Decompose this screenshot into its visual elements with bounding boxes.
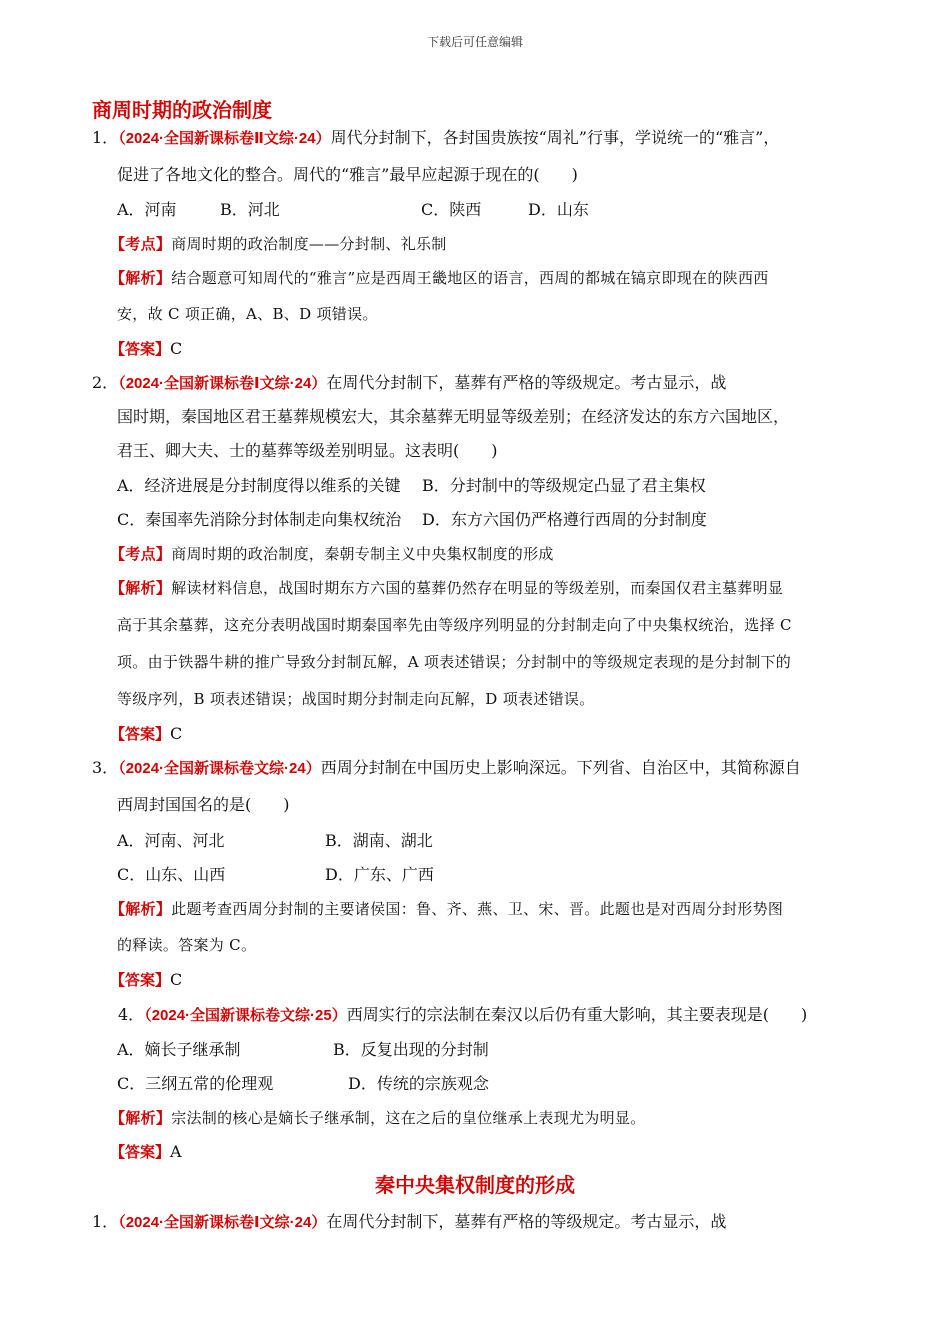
option-b: B．分封制中的等级规定凸显了君主集权 [422, 476, 706, 495]
question-number: 4． [118, 1005, 145, 1024]
option-a: A．嫡长子继承制 [117, 1040, 241, 1059]
jiexi-text: 解读材料信息，战国时期东方六国的墓葬仍然存在明显的等级差别，而秦国仅君主墓葬明显 [171, 579, 784, 597]
kaodian-text: 商周时期的政治制度，秦朝专制主义中央集权制度的形成 [171, 545, 554, 563]
jiexi-text: 安，故 C 项正确，A、B、D 项错误。 [117, 305, 378, 323]
jiexi-text: 的释读。答案为 C。 [117, 936, 257, 954]
question-source: （2024·全国新课标卷Ⅰ文综·24） [118, 375, 327, 392]
jiexi-line [110, 268, 769, 288]
question-stem [118, 1005, 807, 1026]
question-number: 1． [92, 1212, 119, 1231]
section-title: 秦中央集权制度的形成 [375, 1173, 575, 1197]
jiexi-text: 结合题意可知周代的“雅言”应是西周王畿地区的语言，西周的都城在镐京即现在的陕西西 [171, 269, 769, 287]
answer-label: 【答案】 [110, 1143, 171, 1161]
answer-line [110, 1142, 182, 1162]
option-b: B．反复出现的分封制 [333, 1040, 489, 1059]
kaodian-text: 商周时期的政治制度——分封制、礼乐制 [171, 235, 447, 253]
jiexi-line [110, 899, 783, 919]
answer-label: 【答案】 [110, 340, 171, 358]
answer-value: C [170, 970, 183, 989]
option-d: D．东方六国仍严格遵行西周的分封制度 [422, 510, 707, 529]
question-number: 3． [92, 758, 119, 777]
answer-line [110, 724, 182, 744]
question-source: （2024·全国新课标卷Ⅰ文综·24） [118, 1214, 327, 1231]
stem-text: 西周封国国名的是( ) [117, 795, 290, 814]
jiexi-text: 此题考查西周分封制的主要诸侯国：鲁、齐、燕、卫、宋、晋。此题也是对西周分封形势图 [171, 900, 784, 918]
page-header: 下载后可任意编辑 [426, 35, 523, 49]
stem-text: 在周代分封制下，墓葬有严格的等级规定。考古显示，战 [326, 1212, 727, 1231]
option-b: B．湖南、湖北 [325, 831, 433, 850]
jiexi-label: 【解析】 [110, 1109, 172, 1127]
question-source: （2024·全国新课标卷Ⅱ文综·24） [118, 130, 331, 147]
option-a: A．河南 [117, 200, 177, 219]
option-c: C．三纲五常的伦理观 [117, 1074, 274, 1093]
option-c: C．陕西 [421, 200, 482, 219]
stem-text: 周代分封制下，各封国贵族按“周礼”行事，学说统一的“雅言”， [330, 128, 780, 147]
option-c: C．山东、山西 [117, 865, 226, 884]
stem-text: 促进了各地文化的整合。周代的“雅言”最早应起源于现在的( ) [117, 165, 578, 184]
question-stem [92, 1212, 726, 1233]
option-d: D．山东 [528, 200, 589, 219]
option-d: D．传统的宗族观念 [348, 1074, 489, 1093]
question-stem [92, 758, 801, 779]
kaodian-label: 【考点】 [110, 235, 172, 253]
jiexi-text: 宗法制的核心是嫡长子继承制，这在之后的皇位继承上表现尤为明显。 [171, 1109, 646, 1127]
option-d: D．广东、广西 [325, 865, 434, 884]
answer-value: A [170, 1142, 182, 1161]
jiexi-text: 项。由于铁器牛耕的推广导致分封制瓦解，A 项表述错误；分封制中的等级规定表现的是分封制下的 [117, 653, 792, 671]
question-source: （2024·全国新课标卷文综·24） [118, 760, 321, 777]
jiexi-line [110, 578, 783, 598]
kaodian-line [110, 234, 447, 254]
kaodian-label: 【考点】 [110, 545, 172, 563]
jiexi-line [110, 1108, 646, 1128]
stem-text: 在周代分封制下，墓葬有严格的等级规定。考古显示，战 [326, 373, 727, 392]
stem-text: 西周分封制在中国历史上影响深远。下列省、自治区中，其简称源自 [320, 758, 801, 777]
question-number: 2． [92, 373, 119, 392]
question-stem [92, 373, 726, 394]
jiexi-label: 【解析】 [110, 269, 172, 287]
stem-text: 国时期，秦国地区君王墓葬规模宏大，其余墓葬无明显等级差别；在经济发达的东方六国地区， [117, 407, 790, 426]
answer-line [110, 970, 182, 990]
question-stem [92, 128, 779, 149]
answer-label: 【答案】 [110, 725, 171, 743]
option-a: A．河南、河北 [117, 831, 225, 850]
option-b: B．河北 [220, 200, 280, 219]
answer-value: C [170, 724, 183, 743]
jiexi-label: 【解析】 [110, 900, 172, 918]
answer-line [110, 339, 182, 359]
stem-text: 西周实行的宗法制在秦汉以后仍有重大影响，其主要表现是( ) [346, 1005, 808, 1024]
option-c: C．秦国率先消除分封体制走向集权统治 [117, 510, 402, 529]
kaodian-line [110, 544, 554, 564]
question-number: 1． [92, 128, 119, 147]
section-title: 商周时期的政治制度 [92, 98, 272, 122]
stem-text: 君王、卿大夫、士的墓葬等级差别明显。这表明( ) [117, 441, 498, 460]
answer-label: 【答案】 [110, 971, 171, 989]
answer-value: C [170, 339, 183, 358]
question-source: （2024·全国新课标卷文综·25） [144, 1007, 347, 1024]
jiexi-text: 等级序列，B 项表述错误；战国时期分封制走向瓦解，D 项表述错误。 [117, 690, 595, 708]
jiexi-label: 【解析】 [110, 579, 172, 597]
jiexi-text: 高于其余墓葬，这充分表明战国时期秦国率先由等级序列明显的分封制走向了中央集权统治，选择 C [117, 616, 792, 634]
option-a: A．经济进展是分封制度得以维系的关键 [117, 476, 401, 495]
